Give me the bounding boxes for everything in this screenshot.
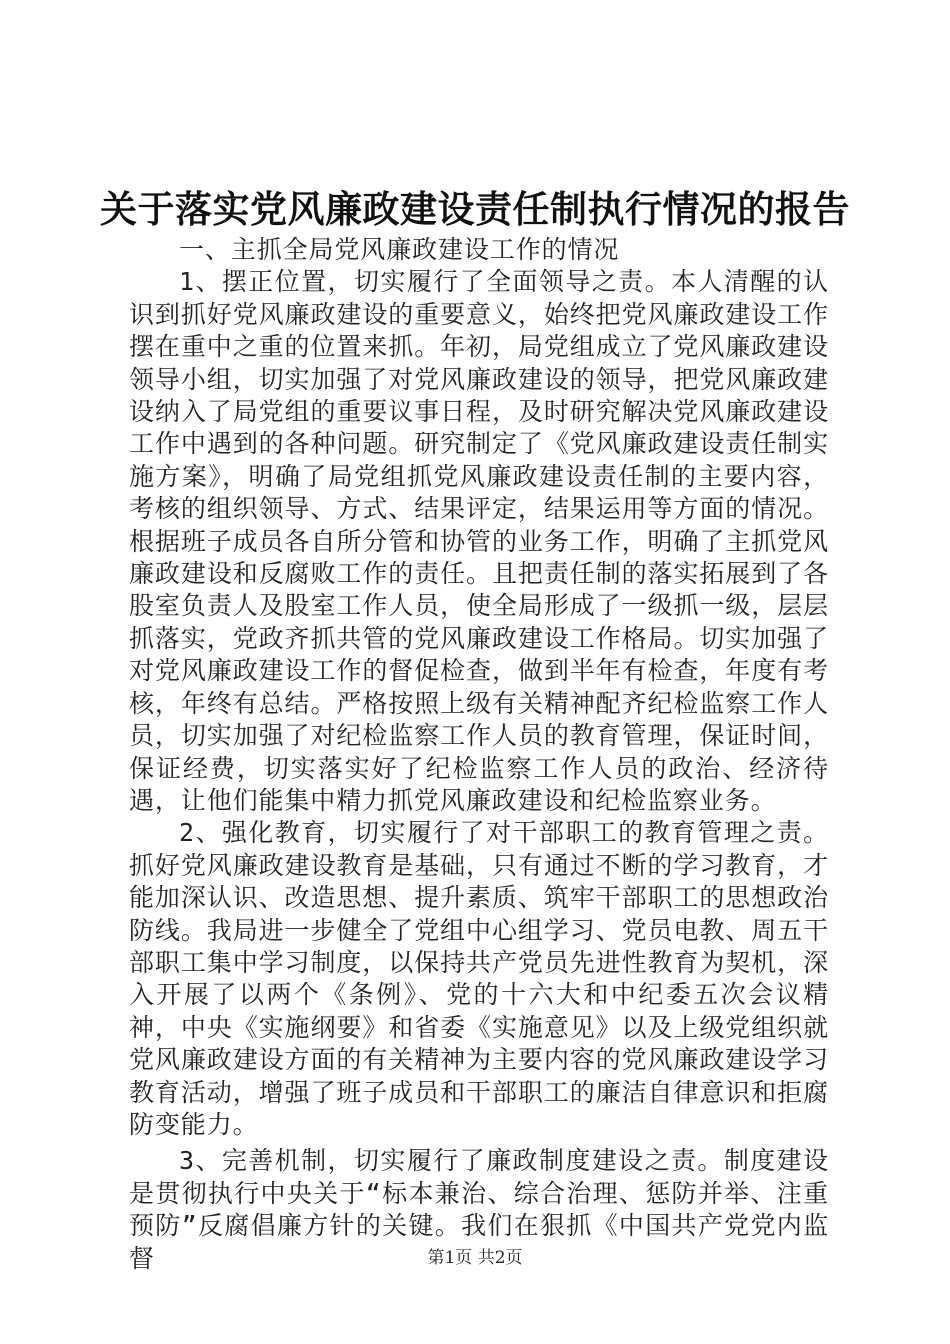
paragraph-2: 2、强化教育，切实履行了对干部职工的教育管理之责。抓好党风廉政建设教育是基础，只有通过不断的学习教育，才能加深认识、改造思想、提升素质、筑牢干部职工的思想政治防线。我局进一步健全了党组中心组学习、党员电教、周五干部职工集中学习制度，以保持共产党员先进性教育为契机，深入开展了以两个《条例》、党的十六大和中纪委五次会议精神，中央《实施纲要》和省委《实施意见》以及上级党组织就党风廉政建设方面的有关精神为主要内容的党风廉政建设学习教育活动，增强了班子成员和干部职工的廉洁自律意识和拒腐防变能力。 — [129, 818, 829, 1139]
document-title: 关于落实党风廉政建设责任制执行情况的报告 — [100, 187, 850, 231]
paragraph-3: 3、完善机制，切实履行了廉政制度建设之责。制度建设是贯彻执行中央关于“标本兼治、综合治理、惩防并举、注重预防”反腐倡廉方针的关键。我们在狠抓《中国共产党党内监督 — [129, 1146, 829, 1273]
section-heading: 一、主抓全局党风廉政建设工作的情况 — [179, 235, 620, 264]
paragraph-1: 1、摆正位置，切实履行了全面领导之责。本人清醒的认识到抓好党风廉政建设的重要意义，始终把党风廉政建设工作摆在重中之重的位置来抓。年初，局党组成立了党风廉政建设领导小组，切实加强了对党风廉政建设的领导，把党风廉政建设纳入了局党组的重要议事日程，及时研究解决党风廉政建设工作中遇到的各种问题。研究制定了《党风廉政建设责任制实施方案》，明确了局党组抓党风廉政建设责任制的主要内容，考核的组织领导、方式、结果评定，结果运用等方面的情况。根据班子成员各自所分管和协管的业务工作，明确了主抓党风廉政建设和反腐败工作的责任。且把责任制的落实拓展到了各股室负责人及股室工作人员，使全局形成了一级抓一级，层层抓落实，党政齐抓共管的党风廉政建设工作格局。切实加强了对党风廉政建设工作的督促检查，做到半年有检查，年度有考核，年终有总结。严格按照上级有关精神配齐纪检监察工作人员，切实加强了对纪检监察工作人员的教育管理，保证时间，保证经费，切实落实好了纪检监察工作人员的政治、经济待遇，让他们能集中精力抓党风廉政建设和纪检监察业务。 — [129, 267, 829, 815]
document-body — [129, 234, 829, 1275]
page-number-footer: 第1页 共2页 — [427, 1248, 523, 1268]
